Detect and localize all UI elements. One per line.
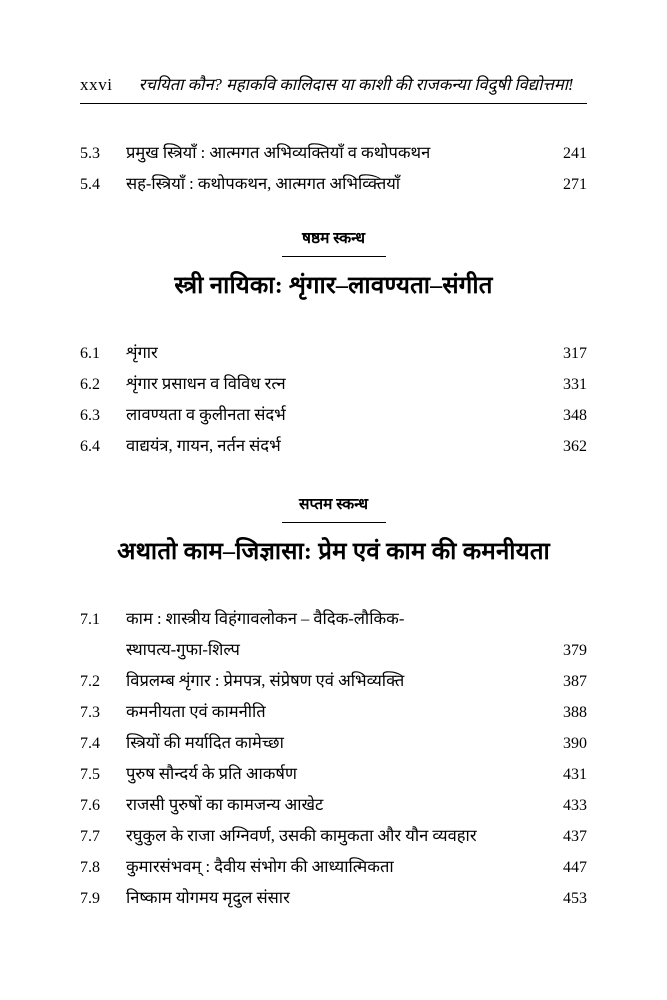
- toc-label: शृंगार: [126, 343, 158, 362]
- toc-row[interactable]: [80, 338, 587, 369]
- toc-row[interactable]: [80, 790, 587, 821]
- toc-page-number: 433: [563, 797, 587, 814]
- toc-page-number: 348: [563, 407, 587, 424]
- toc-label: लावण्यता व कुलीनता संदर्भ: [126, 405, 286, 424]
- toc-number: 6.1: [80, 345, 100, 362]
- toc-number: 7.3: [80, 704, 100, 721]
- toc-row[interactable]: [80, 728, 587, 759]
- toc-row[interactable]: [80, 883, 587, 914]
- toc-page-number: 379: [563, 642, 587, 659]
- toc-row[interactable]: [80, 369, 587, 400]
- toc-label: विप्रलम्ब शृंगार : प्रेमपत्र, संप्रेषण एवं अभिव्यक्ति: [126, 671, 405, 690]
- toc-section-seven: [80, 604, 587, 914]
- toc-page-number: 387: [563, 673, 587, 690]
- toc-label: कुमारसंभवम् : दैवीय संभोग की आध्यात्मिकता: [126, 857, 394, 876]
- toc-row[interactable]: [80, 169, 587, 200]
- toc-label: कमनीयता एवं कामनीति: [126, 702, 266, 721]
- toc-number: 6.2: [80, 376, 100, 393]
- toc-row[interactable]: [80, 852, 587, 883]
- header-divider: [80, 103, 587, 104]
- toc-row[interactable]: [80, 697, 587, 728]
- toc-page-number: 431: [563, 766, 587, 783]
- toc-label: निष्काम योगमय मृदुल संसार: [126, 888, 290, 907]
- toc-section-five: [80, 138, 587, 200]
- skandha-six-kicker: षष्ठम स्कन्ध: [302, 230, 365, 247]
- toc-row[interactable]: [80, 759, 587, 790]
- running-header: [80, 72, 587, 95]
- toc-number: 7.4: [80, 735, 100, 752]
- toc-row[interactable]: [80, 400, 587, 431]
- toc-page-number: 362: [563, 438, 587, 455]
- toc-label: रघुकुल के राजा अग्निवर्ण, उसकी कामुकता और यौन व्यवहार: [126, 826, 477, 845]
- toc-page-number: 271: [563, 176, 587, 193]
- folio-number: xxvi: [80, 75, 113, 94]
- toc-page-number: 241: [563, 145, 587, 162]
- toc-number: 5.4: [80, 176, 100, 193]
- toc-number: 7.6: [80, 797, 100, 814]
- skandha-six-rule: [282, 256, 386, 257]
- toc-row[interactable]: [80, 666, 587, 697]
- toc-number: 7.9: [80, 890, 100, 907]
- toc-page-number: 390: [563, 735, 587, 752]
- toc-number: 7.1: [80, 611, 100, 628]
- toc-row[interactable]: [80, 821, 587, 852]
- toc-page-number: 331: [563, 376, 587, 393]
- running-header-title: रचयिता कौन? महाकवि कालिदास या काशी की राजकन्या विदुषी विद्योत्तमा!: [138, 75, 574, 94]
- skandha-six-title: स्त्री नायिका: शृंगार–लावण्यता–संगीत: [174, 273, 493, 299]
- toc-number: 7.8: [80, 859, 100, 876]
- toc-row[interactable]: [80, 138, 587, 169]
- skandha-seven-kicker: सप्तम स्कन्ध: [299, 496, 368, 513]
- toc-label: पुरुष सौन्दर्य के प्रति आकर्षण: [126, 764, 297, 783]
- toc-label: वाद्ययंत्र, गायन, नर्तन संदर्भ: [126, 436, 281, 455]
- toc-label: शृंगार प्रसाधन व विविध रत्न: [126, 374, 286, 393]
- toc-label-line-1: काम : शास्त्रीय विहंगावलोकन – वैदिक-लौकिक-: [126, 609, 405, 628]
- toc-number: 7.2: [80, 673, 100, 690]
- skandha-seven-rule: [282, 522, 386, 523]
- toc-number: 7.7: [80, 828, 100, 845]
- toc-number: 6.4: [80, 438, 100, 455]
- toc-section-six: [80, 338, 587, 462]
- skandha-seven-title: अथातो काम–जिज्ञासा: प्रेम एवं काम की कमनीयता: [117, 539, 550, 565]
- toc-label: राजसी पुरुषों का कामजन्य आखेट: [126, 795, 324, 814]
- toc-label: सह-स्त्रियाँ : कथोपकथन, आत्मगत अभिव्क्तियाँ: [126, 174, 401, 193]
- toc-label: स्त्रियों की मर्यादित कामेच्छा: [126, 733, 284, 752]
- skandha-six-heading: [80, 228, 587, 303]
- skandha-seven-heading: [80, 494, 587, 569]
- toc-label: प्रमुख स्त्रियाँ : आत्मगत अभिव्यक्तियाँ व कथोपकथन: [126, 143, 431, 162]
- toc-page-number: 317: [563, 345, 587, 362]
- toc-label-line-2: स्थापत्य-गुफा-शिल्प: [126, 640, 240, 659]
- toc-number: 5.3: [80, 145, 100, 162]
- toc-row[interactable]: [80, 431, 587, 462]
- toc-page-number: 437: [563, 828, 587, 845]
- toc-number: 7.5: [80, 766, 100, 783]
- toc-page-number: 388: [563, 704, 587, 721]
- toc-page-number: 447: [563, 859, 587, 876]
- toc-page-number: 453: [563, 890, 587, 907]
- toc-number: 6.3: [80, 407, 100, 424]
- toc-row[interactable]: [80, 604, 587, 666]
